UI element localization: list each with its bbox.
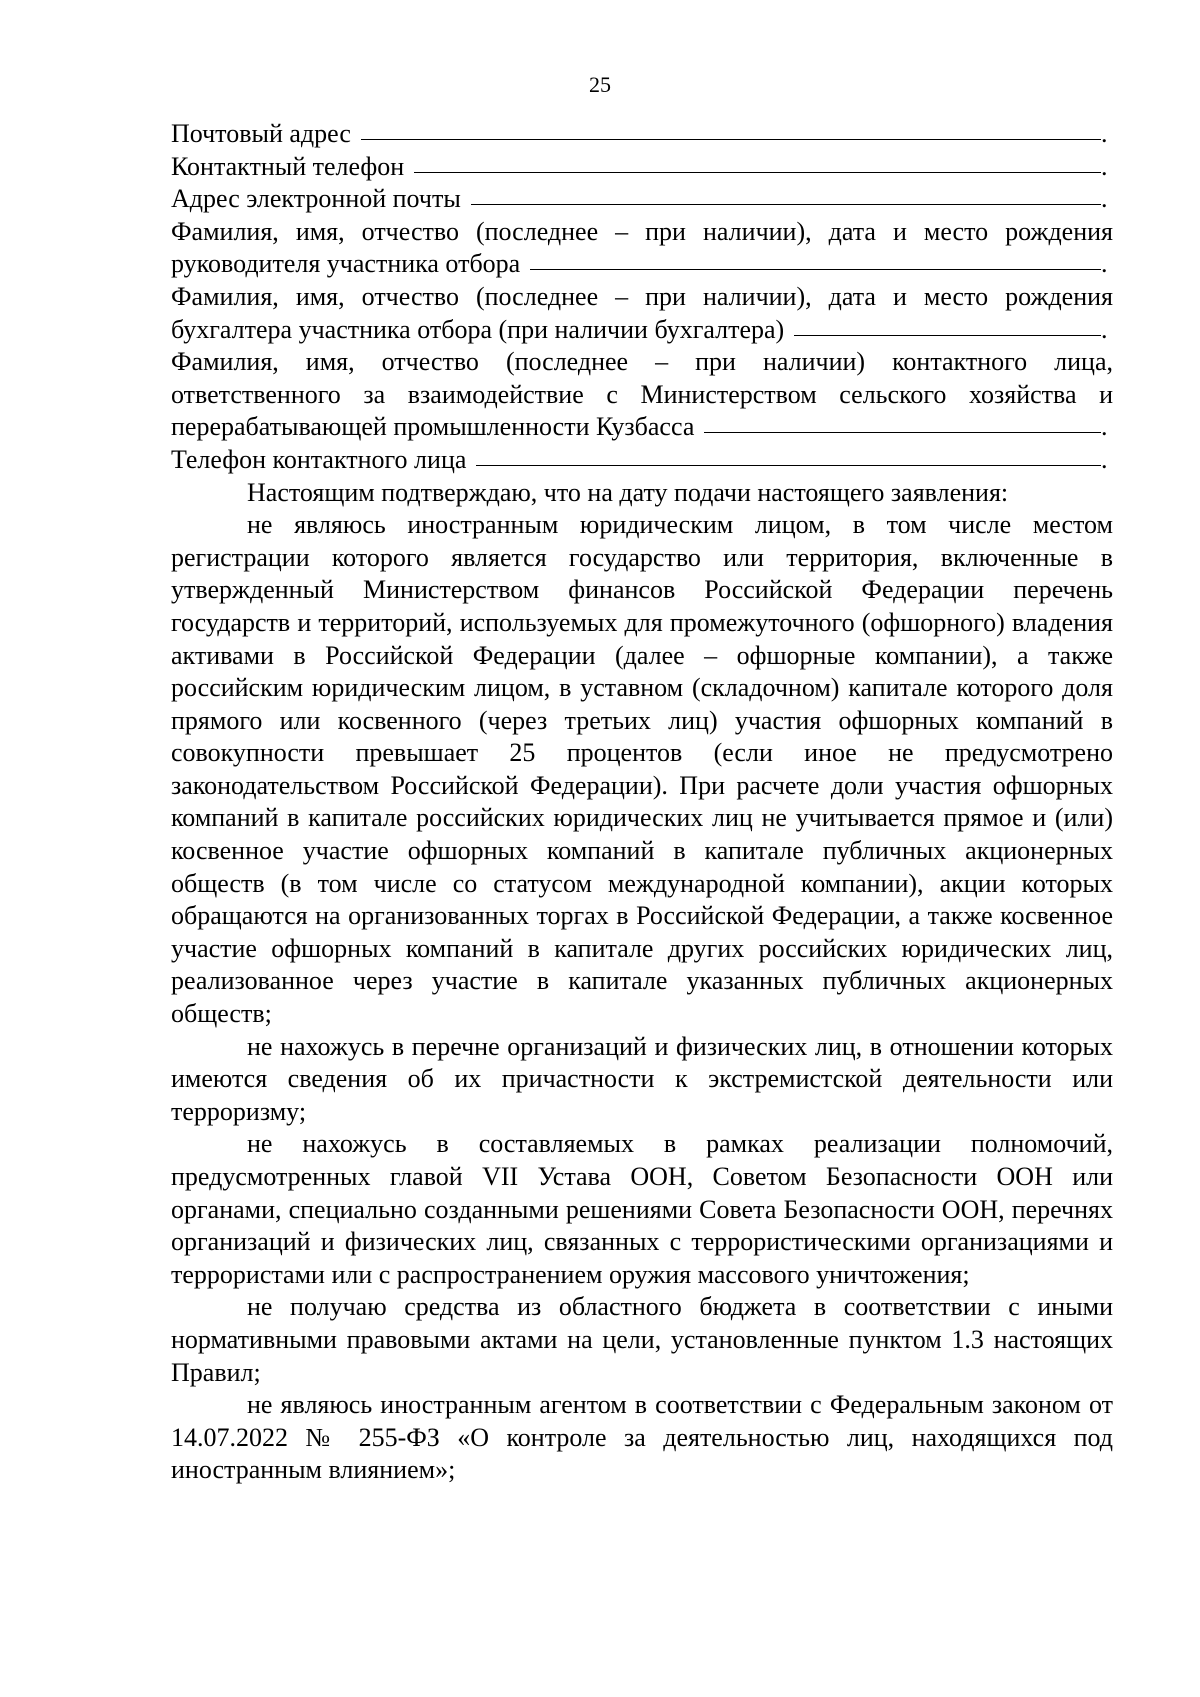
head-blank[interactable] bbox=[530, 269, 1101, 270]
statement-un-lists: не нахожусь в составляемых в рамках реализации полномочий, предусмотренных главой VII Устава ООН, Советом Безопасности ООН или органами, специально созданными решениями Совета Безопасности ООН, перечнях организаций и физических лиц, связанных с террористическими организациями и террористами или с распространением оружия массового уничтожения; bbox=[171, 1129, 1113, 1289]
contact-blank[interactable] bbox=[704, 432, 1101, 433]
phone-label: Контактный телефон bbox=[171, 151, 405, 181]
period: . bbox=[1101, 119, 1108, 148]
accountant-blank[interactable] bbox=[794, 335, 1101, 336]
period: . bbox=[1101, 151, 1108, 181]
email-label: Адрес электронной почты bbox=[171, 184, 461, 214]
email-row bbox=[171, 183, 1113, 216]
head-label-line2: руководителя участника отбора bbox=[171, 249, 521, 279]
period: . bbox=[1101, 249, 1108, 279]
postal-address-blank[interactable] bbox=[361, 139, 1101, 140]
accountant-label-line1: Фамилия, имя, отчество (последнее – при наличии), дата и место рождения bbox=[171, 281, 1113, 311]
contact-label-line3: перерабатывающей промышленности Кузбасса bbox=[171, 412, 695, 442]
head-row bbox=[171, 248, 1113, 281]
phone-row bbox=[171, 151, 1113, 184]
accountant-label-line2: бухгалтера участника отбора (при наличии бухгалтера) bbox=[171, 314, 785, 344]
phone-blank[interactable] bbox=[414, 172, 1101, 173]
page-number: 25 bbox=[589, 72, 611, 97]
confirmation-intro: Настоящим подтверждаю, что на дату подачи настоящего заявления: bbox=[247, 477, 1009, 507]
contact-label-line1: Фамилия, имя, отчество (последнее – при наличии) контактного лица, bbox=[171, 347, 1113, 377]
postal-address-row bbox=[171, 118, 1113, 151]
postal-address-label: Почтовый адрес bbox=[171, 119, 351, 148]
period: . bbox=[1101, 184, 1108, 214]
email-blank[interactable] bbox=[471, 204, 1101, 205]
form-content bbox=[171, 118, 1113, 1487]
contact-phone-label: Телефон контактного лица bbox=[171, 444, 467, 474]
statement-budget: не получаю средства из областного бюджета в соответствии с иными нормативными правовыми актами на цели, установленные пунктом 1.3 настоящих Правил; bbox=[171, 1292, 1113, 1387]
statement-offshore: не являюсь иностранным юридическим лицом, в том числе местом регистрации которого является государство или территория, включенные в утвержденный Министерством финансов Российской Федерации перечень государств и территорий, используемых для промежуточного (офшорного) владения активами в Российской Федерации (далее – офшорные компании), а также российским юридическим лицом, в уставном (складочном) капитале которого доля прямого или косвенного (через третьих лиц) участия офшорных компаний в совокупности превышает 25 процентов (если иное не предусмотрено законодательством Российской Федерации). При расчете доли участия офшорных компаний в капитале российских юридических лиц не учитывается прямое и (или) косвенное участие офшорных компаний в капитале публичных акционерных обществ (в том числе со статусом международной компании), акции которых обращаются на организованных торгах в Российской Федерации, а также косвенное участие офшорных компаний в капитале других российских юридических лиц, реализованное через участие в капитале указанных публичных акционерных обществ; bbox=[171, 510, 1113, 1029]
period: . bbox=[1101, 412, 1108, 442]
contact-row bbox=[171, 411, 1113, 444]
period: . bbox=[1101, 444, 1108, 474]
contact-label-line2: ответственного за взаимодействие с Министерством сельского хозяйства и bbox=[171, 379, 1113, 409]
head-label-line1: Фамилия, имя, отчество (последнее – при наличии), дата и место рождения bbox=[171, 216, 1113, 246]
accountant-row bbox=[171, 314, 1113, 347]
contact-phone-blank[interactable] bbox=[476, 465, 1101, 466]
statement-foreign-agent: не являюсь иностранным агентом в соответствии с Федеральным законом от 14.07.2022 № 255-ФЗ «О контроле за деятельностью лиц, находящихся под иностранным влиянием»; bbox=[171, 1390, 1113, 1485]
period: . bbox=[1101, 314, 1108, 344]
statement-extremism: не нахожусь в перечне организаций и физических лиц, в отношении которых имеются сведения об их причастности к экстремистской деятельности или терроризму; bbox=[171, 1031, 1113, 1126]
contact-phone-row bbox=[171, 444, 1113, 477]
